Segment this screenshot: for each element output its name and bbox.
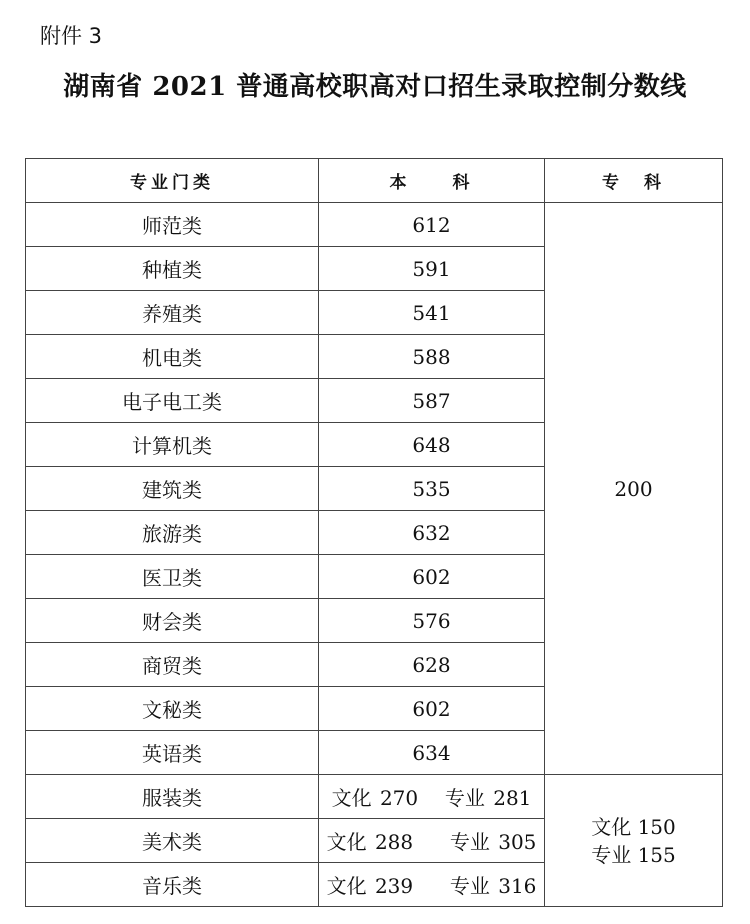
category-cell: 种植类 <box>26 247 319 291</box>
bachelor-score-cell: 588 <box>319 335 545 379</box>
bachelor-score-cell: 632 <box>319 511 545 555</box>
page-title: 湖南省 2021 普通高校职高对口招生录取控制分数线 <box>63 72 687 102</box>
category-cell: 计算机类 <box>26 423 319 467</box>
bachelor-score-cell: 535 <box>319 467 545 511</box>
bachelor-score-cell: 587 <box>319 379 545 423</box>
vocational-general-score-cell: 200 <box>545 203 723 775</box>
category-cell: 商贸类 <box>26 643 319 687</box>
header-vocational: 专 科 <box>545 159 723 203</box>
bachelor-score-cell: 591 <box>319 247 545 291</box>
bachelor-score-cell: 648 <box>319 423 545 467</box>
major-score: 305 <box>498 830 537 854</box>
table-row <box>26 775 723 819</box>
major-label: 专业 <box>591 842 632 867</box>
category-cell: 美术类 <box>26 819 319 863</box>
major-label: 专业 <box>444 786 485 810</box>
bachelor-arts-score-cell <box>319 775 545 819</box>
category-cell: 养殖类 <box>26 291 319 335</box>
culture-label: 文化 <box>326 830 367 854</box>
major-label: 专业 <box>449 874 490 898</box>
culture-score: 239 <box>374 874 414 898</box>
culture-label: 文化 <box>326 874 367 898</box>
category-cell: 建筑类 <box>26 467 319 511</box>
header-bachelor: 本 科 <box>319 159 545 203</box>
vocational-arts-score-cell <box>545 775 723 907</box>
bachelor-score-cell: 634 <box>319 731 545 775</box>
bachelor-score-cell: 612 <box>319 203 545 247</box>
category-cell: 师范类 <box>26 203 319 247</box>
bachelor-arts-score-cell <box>319 819 545 863</box>
category-cell: 旅游类 <box>26 511 319 555</box>
bachelor-score-cell: 541 <box>319 291 545 335</box>
bachelor-score-cell: 628 <box>319 643 545 687</box>
score-table <box>25 158 723 907</box>
category-cell: 医卫类 <box>26 555 319 599</box>
category-cell: 音乐类 <box>26 863 319 907</box>
category-cell: 文秘类 <box>26 687 319 731</box>
vocational-culture-line <box>545 813 722 841</box>
attachment-label: 附件 3 <box>40 24 103 48</box>
bachelor-score-cell: 602 <box>319 687 545 731</box>
bachelor-arts-score-cell <box>319 863 545 907</box>
category-cell: 机电类 <box>26 335 319 379</box>
major-score: 281 <box>493 786 532 810</box>
bachelor-score-cell: 602 <box>319 555 545 599</box>
category-cell: 英语类 <box>26 731 319 775</box>
culture-label: 文化 <box>331 786 372 810</box>
major-label: 专业 <box>449 830 490 854</box>
category-cell: 服装类 <box>26 775 319 819</box>
category-cell: 财会类 <box>26 599 319 643</box>
major-score: 316 <box>498 874 537 898</box>
category-cell: 电子电工类 <box>26 379 319 423</box>
vocational-major-line <box>545 841 722 869</box>
culture-score: 288 <box>374 830 414 854</box>
header-category: 专业门类 <box>26 159 319 203</box>
major-score: 155 <box>637 842 676 867</box>
culture-score: 150 <box>637 814 676 839</box>
culture-label: 文化 <box>591 814 632 839</box>
table-row <box>26 203 723 247</box>
culture-score: 270 <box>379 786 419 810</box>
bachelor-score-cell: 576 <box>319 599 545 643</box>
table-header-row <box>26 159 723 203</box>
